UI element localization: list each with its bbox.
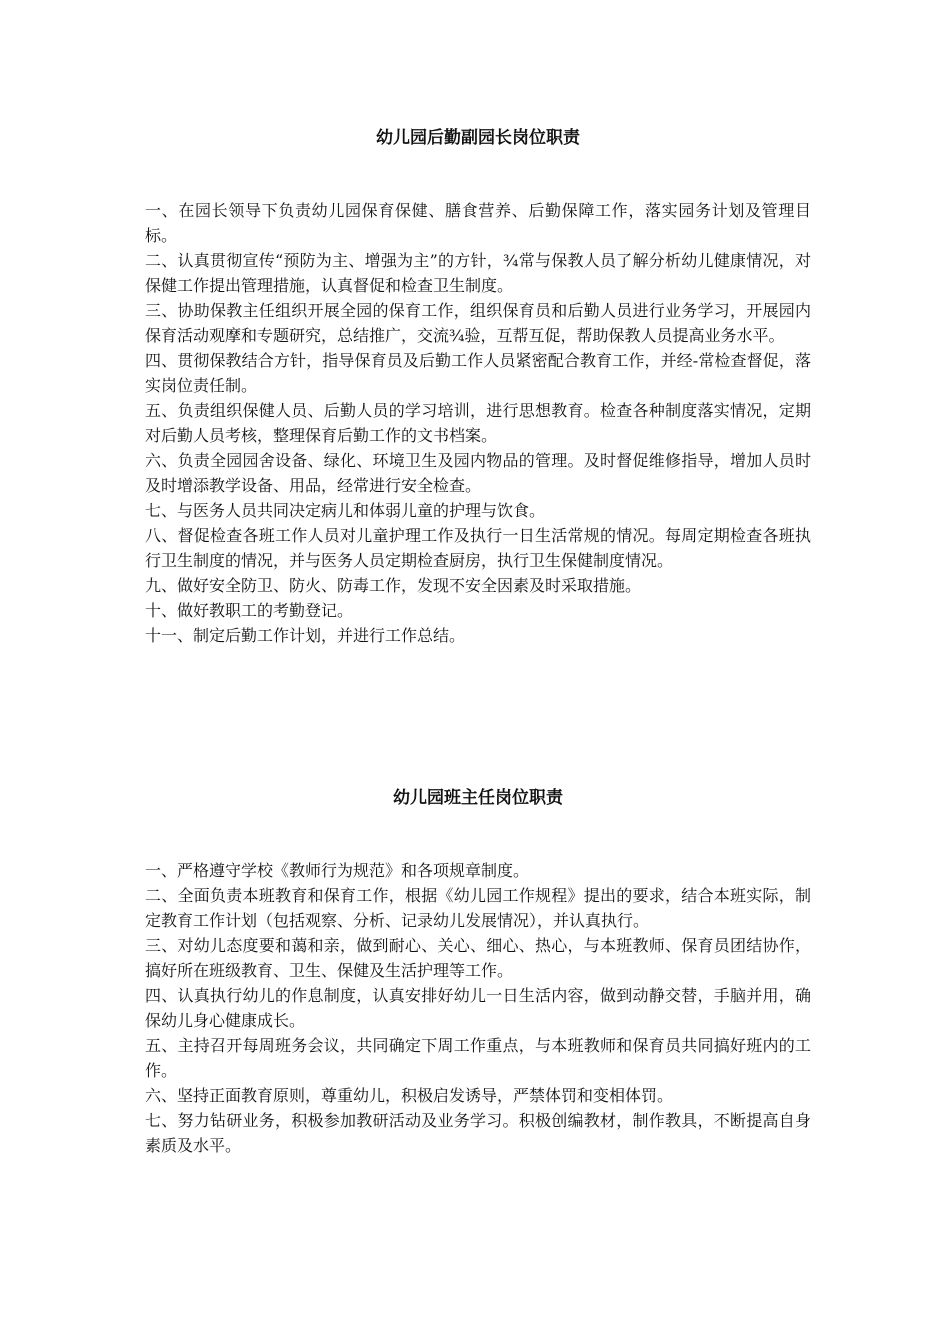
title-spacer (145, 812, 811, 858)
duty-paragraph: 六、坚持正面教育原则，尊重幼儿，积极启发诱导，严禁体罚和变相体罚。 (145, 1086, 674, 1105)
duty-paragraph: 十一、制定后勤工作计划，并进行工作总结。 (145, 626, 466, 645)
duty-paragraph: 三、对幼儿态度要和蔼和亲，做到耐心、关心、细心、热心，与本班教师、保育员团结协作，搞好所在班级教育、卫生、保健及生活护理等工作。 (145, 936, 811, 980)
section-head-teacher-duties (145, 784, 811, 1158)
duty-paragraph: 七、与医务人员共同决定病儿和体弱儿童的护理与饮食。 (145, 501, 546, 520)
duty-paragraph: 十、做好教职工的考勤登记。 (145, 601, 354, 620)
section-title: 幼儿园后勤副园长岗位职责 (376, 128, 580, 148)
duty-paragraph: 一、严格遵守学校《教师行为规范》和各项规章制度。 (145, 861, 530, 880)
duty-paragraph: 五、负责组织保健人员、后勤人员的学习培训，进行思想教育。检查各种制度落实情况，定期对后勤人员考核，整理保育后勤工作的文书档案。 (145, 401, 811, 445)
duty-paragraph: 四、贯彻保教结合方针，指导保育员及后勤工作人员紧密配合教育工作，并经-常检查督促，落实岗位责任制。 (145, 351, 811, 395)
duty-paragraph: 二、全面负责本班教育和保育工作，根据《幼儿园工作规程》提出的要求，结合本班实际，制定教育工作计划（包括观察、分析、记录幼儿发展情况），并认真执行。 (145, 886, 811, 930)
title-spacer (145, 152, 811, 198)
duty-paragraph: 一、在园长领导下负责幼儿园保育保健、膳食营养、后勤保障工作，落实园务计划及管理目标。 (145, 201, 811, 245)
duty-paragraph: 六、负责全园园舍设备、绿化、环境卫生及园内物品的管理。及时督促维修指导，增加人员时及时增添教学设备、用品，经常进行安全检查。 (145, 451, 811, 495)
duty-paragraph: 五、主持召开每周班务会议，共同确定下周工作重点，与本班教师和保育员共同搞好班内的工作。 (145, 1036, 811, 1080)
duty-paragraph: 二、认真贯彻宣传“预防为主、增强为主”的方针，¾常与保教人员了解分析幼儿健康情况，对保健工作提出管理措施，认真督促和检查卫生制度。 (145, 251, 811, 295)
duty-paragraph: 三、协助保教主任组织开展全园的保育工作，组织保育员和后勤人员进行业务学习，开展园内保育活动观摩和专题研究，总结推广，交流¾验，互帮互促，帮助保教人员提高业务水平。 (145, 301, 811, 345)
duty-paragraph: 八、督促检查各班工作人员对儿童护理工作及执行一日生活常规的情况。每周定期检查各班执行卫生制度的情况，并与医务人员定期检查厨房，执行卫生保健制度情况。 (145, 526, 811, 570)
duty-paragraph: 七、努力钻研业务，积极参加教研活动及业务学习。积极创编教材，制作教具，不断提高自身素质及水平。 (145, 1111, 811, 1155)
duty-paragraph: 四、认真执行幼儿的作息制度，认真安排好幼儿一日生活内容，做到动静交替，手脑并用，确保幼儿身心健康成长。 (145, 986, 811, 1030)
duty-paragraph: 九、做好安全防卫、防火、防毒工作，发现不安全因素及时采取措施。 (145, 576, 642, 595)
section-title: 幼儿园班主任岗位职责 (393, 788, 563, 808)
section-vice-principal-duties (145, 124, 811, 648)
